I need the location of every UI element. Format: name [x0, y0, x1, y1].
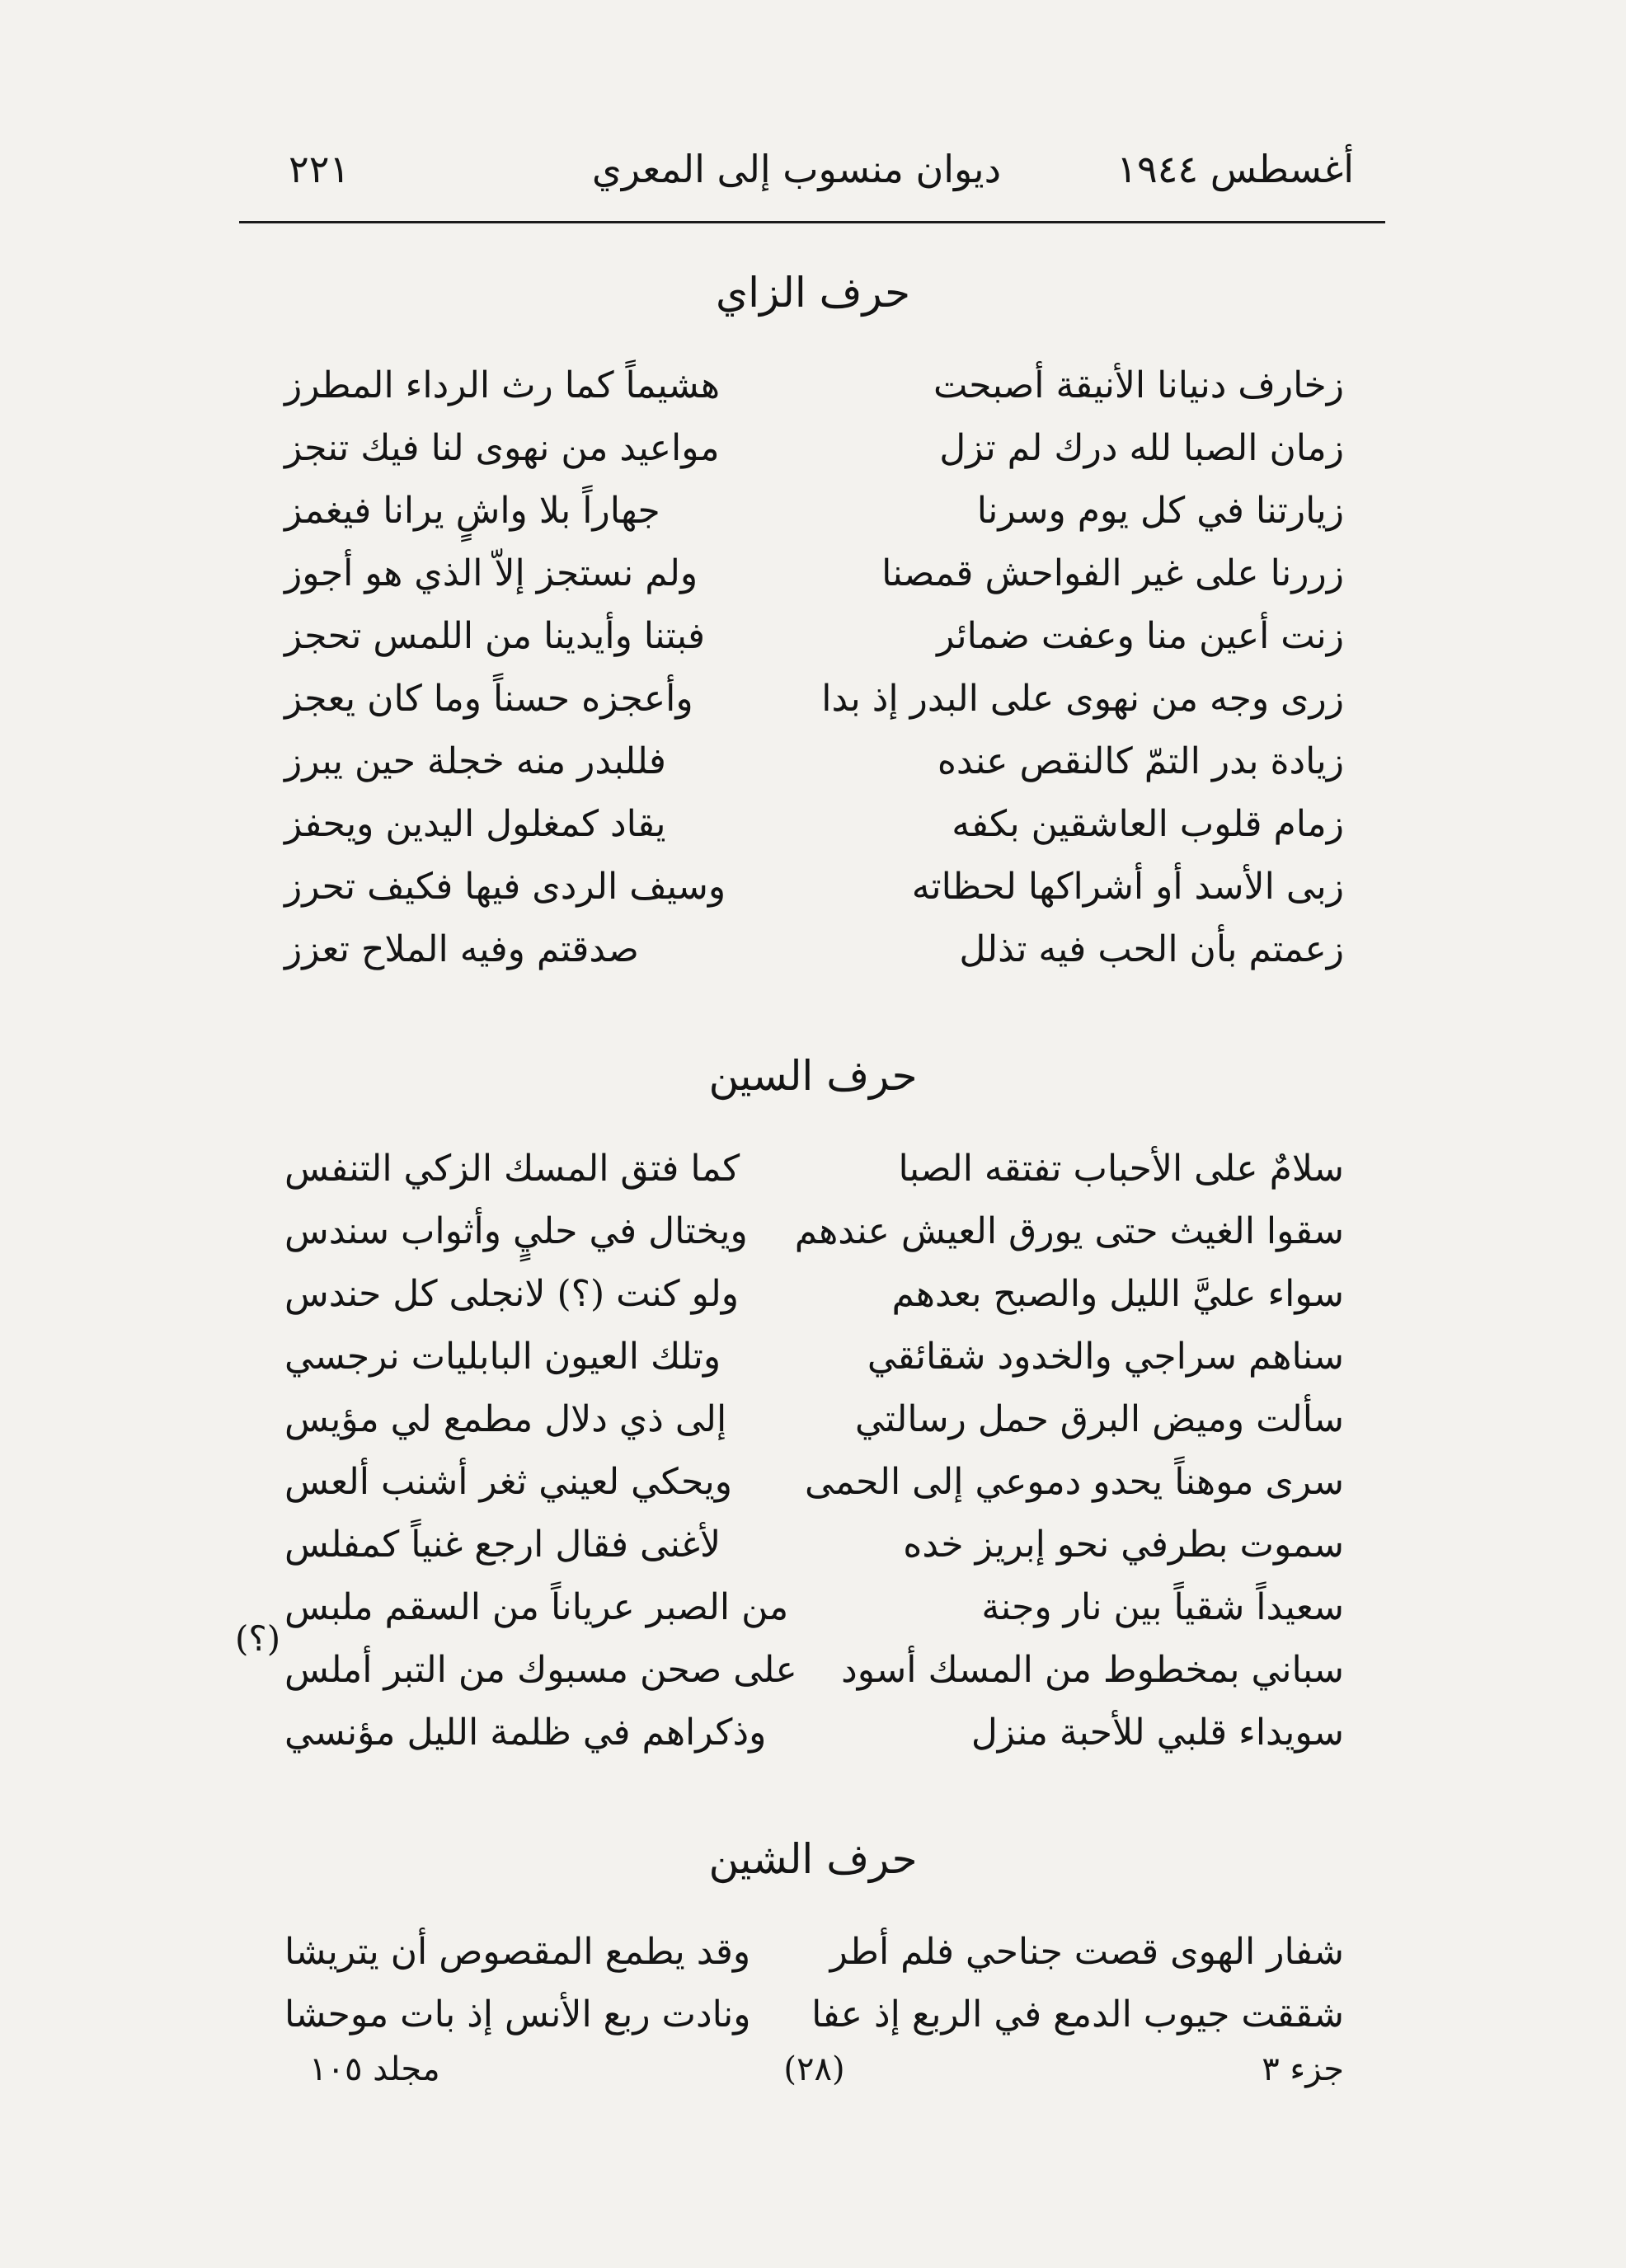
verse-line — [284, 1388, 1344, 1451]
first-hemistich: سلامٌ على الأحباب تفتقه الصبا — [898, 1148, 1344, 1190]
first-hemistich: سناهم سراجي والخدود شقائقي — [867, 1336, 1344, 1378]
first-hemistich: سواء عليَّ الليل والصبح بعدهم — [891, 1273, 1344, 1315]
second-hemistich: وسيف الردى فيها فكيف تحرز — [284, 866, 726, 908]
verse-line — [284, 1138, 1344, 1200]
first-hemistich: زرى وجه من نهوى على البدر إذ بدا — [821, 678, 1344, 720]
verse-line — [284, 730, 1344, 793]
page-footer — [284, 2045, 1344, 2094]
first-hemistich: زيادة بدر التمّ كالنقص عنده — [937, 740, 1344, 782]
verses-shin — [284, 1921, 1344, 2046]
verse-line — [284, 605, 1344, 668]
first-hemistich: زررنا على غير الفواحش قمصنا — [881, 552, 1344, 594]
verse-line — [284, 856, 1344, 918]
verse-line — [284, 1514, 1344, 1576]
second-hemistich: من الصبر عرياناً من السقم ملبس — [284, 1586, 789, 1628]
verse-line — [284, 1263, 1344, 1326]
first-hemistich: زخارف دنيانا الأنيقة أصبحت — [933, 364, 1344, 406]
second-hemistich: ويختال في حليٍ وأثواب سندس — [284, 1210, 748, 1252]
second-hemistich: فبتنا وأيدينا من اللمس تحجز — [284, 615, 706, 657]
second-hemistich: وذكراهم في ظلمة الليل مؤنسي — [284, 1712, 767, 1754]
verses-sin — [284, 1138, 1344, 1764]
first-hemistich: سرى موهناً يحدو دموعي إلى الحمى — [805, 1461, 1344, 1503]
second-hemistich: إلى ذي دلال مطمع لي مؤيس — [284, 1398, 727, 1440]
first-hemistich: سويداء قلبي للأحبة منزل — [970, 1712, 1344, 1754]
first-hemistich: سموت بطرفي نحو إبريز خده — [903, 1524, 1344, 1566]
part-number: جزء ٣ — [1262, 2050, 1344, 2088]
first-hemistich: سعيداً شقياً بين نار وجنة — [981, 1586, 1344, 1628]
issue-date: أغسطس ١٩٤٤ — [1116, 147, 1354, 191]
second-hemistich: وأعجزه حسناً وما كان يعجز — [284, 678, 693, 720]
page-number: ٢٢١ — [289, 147, 350, 191]
section-title-sin: حرف السين — [708, 1052, 918, 1100]
verse-line — [284, 1639, 1344, 1702]
verse-line — [284, 1326, 1344, 1388]
first-hemistich: زبى الأسد أو أشراكها لحظاته — [911, 866, 1344, 908]
running-title: ديوان منسوب إلى المعري — [591, 147, 1002, 191]
verse-line — [284, 918, 1344, 981]
verse-line — [284, 668, 1344, 730]
verse-line — [284, 1921, 1344, 1984]
second-hemistich: لأغنى فقال ارجع غنياً كمفلس — [284, 1524, 721, 1566]
second-hemistich: هشيماً كما رث الرداء المطرز — [284, 364, 721, 406]
second-hemistich: ويحكي لعيني ثغر أشنب ألعس — [284, 1461, 732, 1503]
second-hemistich: كما فتق المسك الزكي التنفس — [284, 1148, 740, 1190]
verse-line — [284, 355, 1344, 417]
first-hemistich: زمام قلوب العاشقين بكفه — [952, 803, 1344, 845]
verse-line — [284, 1984, 1344, 2046]
header-rule — [239, 221, 1385, 223]
verse-line — [284, 542, 1344, 605]
second-hemistich: جهاراً بلا واشٍ يرانا فيغمز — [284, 490, 660, 532]
first-hemistich: سقوا الغيث حتى يورق العيش عندهم — [794, 1210, 1344, 1252]
first-hemistich: زيارتنا في كل يوم وسرنا — [976, 490, 1344, 532]
second-hemistich: مواعيد من نهوى لنا فيك تنجز — [284, 427, 720, 469]
verse-line — [284, 1451, 1344, 1514]
first-hemistich: سباني بمخطوط من المسك أسود — [841, 1649, 1344, 1691]
sequence-number: (٢٨) — [783, 2050, 845, 2088]
verse-line — [284, 1702, 1344, 1764]
second-hemistich: وقد يطمع المقصوص أن يتريشا — [284, 1931, 751, 1973]
verses-zay — [284, 355, 1344, 981]
first-hemistich: شققت جيوب الدمع في الربع إذ عفا — [811, 1993, 1344, 2036]
second-hemistich: على صحن مسبوك من التبر أملس — [284, 1649, 797, 1691]
first-hemistich: سألت وميض البرق حمل رسالتي — [855, 1398, 1344, 1440]
second-hemistich: ولم نستجز إلاّ الذي هو أجوز — [284, 552, 698, 594]
section-title-shin: حرف الشين — [708, 1835, 918, 1883]
verse-line — [284, 1200, 1344, 1263]
second-hemistich: يقاد كمغلول اليدين ويحفز — [284, 803, 666, 845]
verse-line — [284, 1576, 1344, 1639]
second-hemistich: ولو كنت (؟) لانجلى كل حندس — [284, 1273, 739, 1315]
first-hemistich: زمان الصبا لله درك لم تزل — [939, 427, 1344, 469]
first-hemistich: شفار الهوى قصت جناحي فلم أطر — [829, 1931, 1344, 1973]
first-hemistich: زنت أعين منا وعفت ضمائر — [937, 615, 1344, 657]
second-hemistich: فللبدر منه خجلة حين يبرز — [284, 740, 666, 782]
second-hemistich: صدقتم وفيه الملاح تعزز — [284, 928, 639, 970]
running-header — [239, 140, 1354, 198]
second-hemistich: وتلك العيون البابليات نرجسي — [284, 1336, 721, 1378]
first-hemistich: زعمتم بأن الحب فيه تذلل — [959, 928, 1344, 970]
section-title-zay: حرف الزاي — [716, 269, 910, 317]
margin-note: (؟) — [235, 1618, 281, 1659]
verse-line — [284, 480, 1344, 542]
verse-line — [284, 793, 1344, 856]
verse-line — [284, 417, 1344, 480]
volume-number: مجلد ١٠٥ — [309, 2050, 440, 2088]
second-hemistich: ونادت ربع الأنس إذ بات موحشا — [284, 1993, 751, 2036]
